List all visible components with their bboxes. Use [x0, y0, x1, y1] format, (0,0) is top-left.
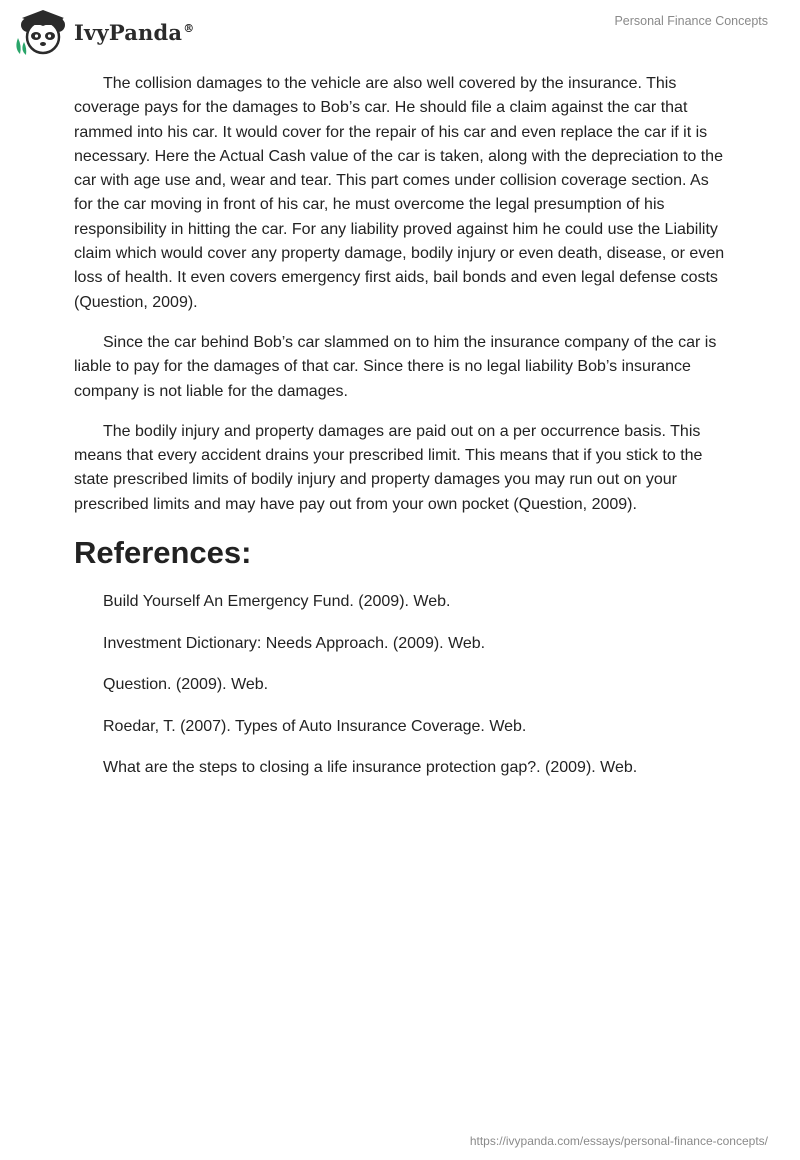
references-list: [74, 591, 726, 779]
reference-item: Question. (2009). Web.: [103, 676, 269, 694]
essay-paragraph: The bodily injury and property damages are paid out on a per occurrence basis. This means that every accident drains your prescribed limit. This means that if you stick to the state prescribed limits of bodily injury and property damages you may run out on your prescribed limits and may have pay out from your own pocket (Question, 2009).: [74, 422, 703, 513]
reference-item: What are the steps to closing a life insurance protection gap?. (2009). Web.: [103, 759, 638, 777]
logo-wordmark: IvyPanda®: [74, 19, 195, 45]
site-logo[interactable]: [14, 8, 194, 56]
reference-item: Investment Dictionary: Needs Approach. (2009). Web.: [103, 634, 486, 652]
reference-item: Roedar, T. (2007). Types of Auto Insurance Coverage. Web.: [103, 717, 527, 735]
footer-url-link[interactable]: https://ivypanda.com/essays/personal-finance-concepts/: [469, 1134, 768, 1148]
essay-content: [74, 72, 726, 799]
essay-paragraph: The collision damages to the vehicle are also well covered by the insurance. This coverage pays for the damages to Bob’s car. He should file a claim against the car that rammed into his car. It would cover for the repair of his car and even replace the car if it is necessary. Here the Actual Cash value of the car is taken, along with the depreciation to the car with age use and, wear and tear. This part comes under collision coverage section. As for the car moving in front of his car, he must overcome the legal presumption of his responsibility in hitting the car. For any liability proved against him he could use the Liability claim which would cover any property damage, bodily injury or even death, disease, or even loss of health. It even covers emergency first aids, bail bonds and even legal defense costs (Question, 2009).: [74, 75, 725, 311]
references-heading: References:: [74, 535, 252, 571]
reference-item: Build Yourself An Emergency Fund. (2009). Web.: [103, 593, 451, 611]
panda-graduate-icon: [14, 8, 72, 56]
essay-paragraph: Since the car behind Bob’s car slammed on to him the insurance company of the car is liable to pay for the damages of that car. Since there is no legal liability Bob’s insurance company is not liable for the damages.: [74, 333, 717, 400]
document-title: Personal Finance Concepts: [614, 14, 768, 28]
